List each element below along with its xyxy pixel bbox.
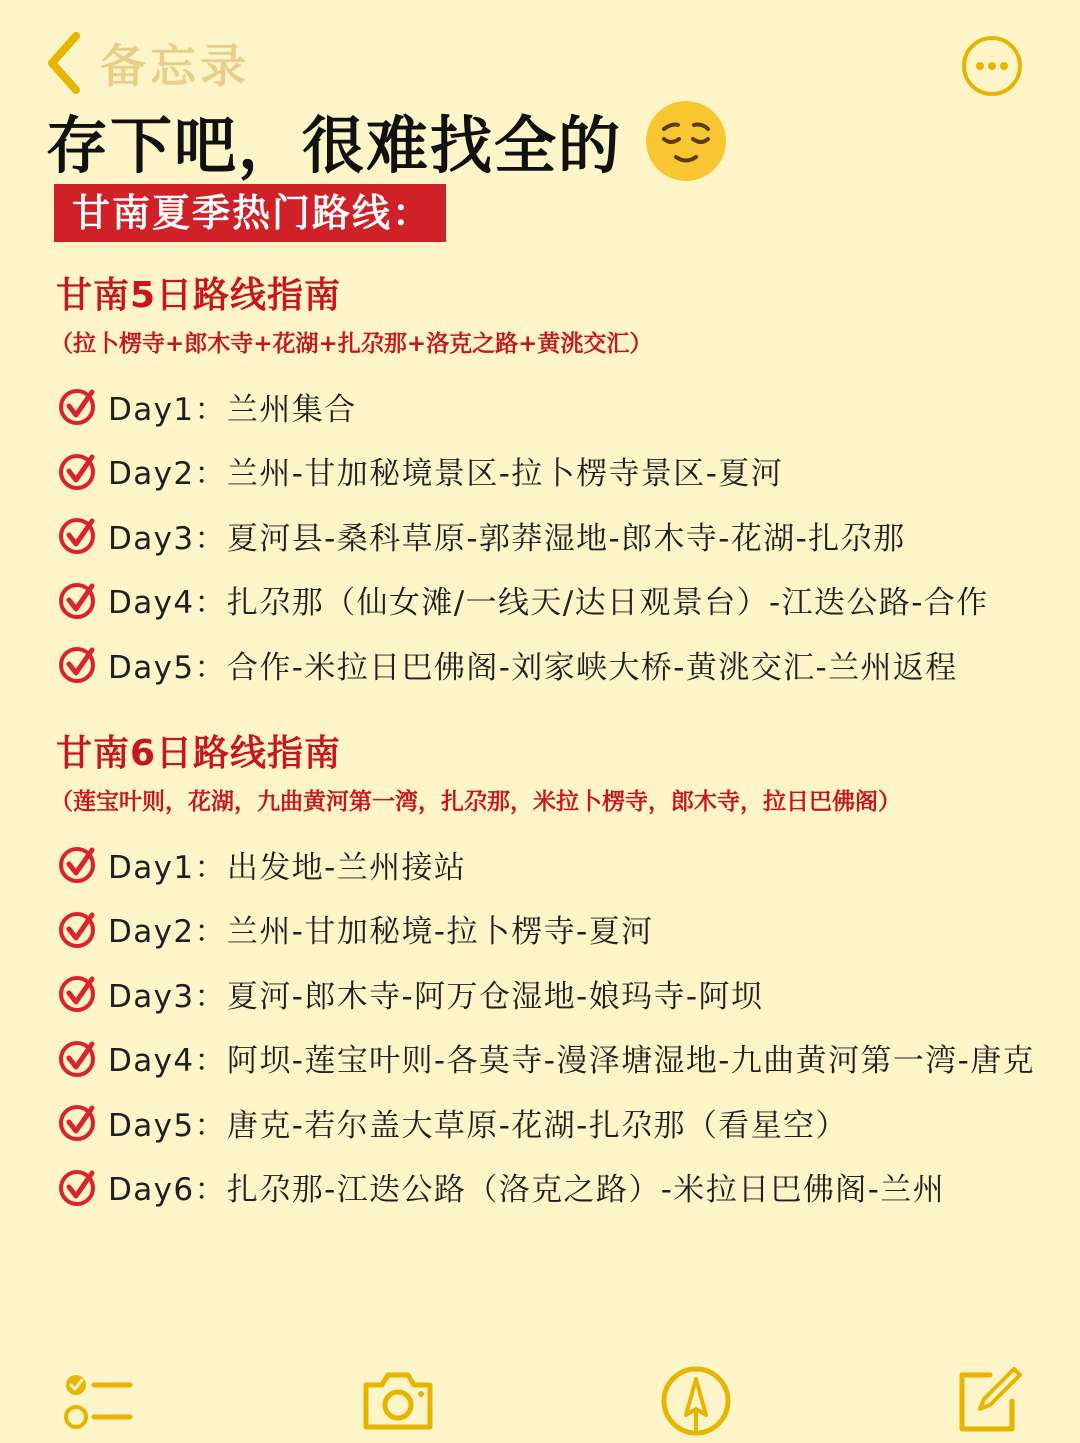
markup-button[interactable]: [658, 1363, 734, 1439]
section-title: 甘南5日路线指南: [56, 275, 342, 316]
day-text: Day4：扎尕那（仙女滩/一线天/达日观景台）-江迭公路-合作: [108, 585, 989, 622]
check-circle-icon: [58, 386, 98, 426]
bottom-toolbar: [0, 1345, 1080, 1443]
day-text: Day6：扎尕那-江迭公路（洛克之路）-米拉日巴佛阁-兰州: [108, 1172, 946, 1209]
day-item: [56, 897, 1066, 962]
section-subtitle: （莲宝叶则，花湖，九曲黄河第一湾，扎尕那，米拉卜楞寺，郎木寺，拉日巴佛阁）: [50, 789, 901, 815]
day-text: Day4：阿坝-莲宝叶则-各莫寺-漫泽塘湿地-九曲黄河第一湾-唐克: [108, 1043, 1036, 1080]
day-item: [56, 1155, 1066, 1220]
compose-icon: [950, 1363, 1026, 1439]
route-section-6-day: [50, 730, 1066, 1219]
day-item: [56, 374, 1066, 439]
check-circle-icon: [58, 580, 98, 620]
route-section-5-day: [50, 272, 1066, 697]
check-circle-icon: [58, 1038, 98, 1078]
day-item: [56, 632, 1066, 697]
day-item: [56, 503, 1066, 568]
section-title: 甘南6日路线指南: [56, 733, 342, 774]
note-title-row: [46, 96, 728, 185]
day-text: Day2：兰州-甘加秘境-拉卜楞寺-夏河: [108, 914, 654, 951]
camera-icon: [360, 1363, 436, 1439]
day-item: [56, 568, 1066, 633]
day-text: Day1：出发地-兰州接站: [108, 849, 467, 886]
day-text: Day5：合作-米拉日巴佛阁-刘家峡大桥-黄洮交汇-兰州返程: [108, 649, 958, 686]
day-text: Day2：兰州-甘加秘境景区-拉卜楞寺景区-夏河: [108, 456, 784, 493]
more-options-button[interactable]: [960, 34, 1024, 98]
chevron-left-icon: [44, 30, 84, 96]
top-navigation-bar: [0, 0, 1080, 110]
day-item: [56, 1090, 1066, 1155]
back-label: 备忘录: [100, 39, 250, 93]
checklist-icon: [60, 1363, 136, 1439]
day-text: Day1：兰州集合: [108, 391, 357, 428]
back-button[interactable]: [44, 30, 250, 96]
pen-markup-icon: [658, 1363, 734, 1439]
day-item: [56, 961, 1066, 1026]
check-circle-icon: [58, 844, 98, 884]
relieved-face-icon: [644, 99, 728, 183]
more-options-icon: [960, 34, 1024, 98]
check-circle-icon: [58, 1102, 98, 1142]
day-text: Day3：夏河县-桑科草原-郭莽湿地-郎木寺-花湖-扎尕那: [108, 520, 906, 557]
check-circle-icon: [58, 644, 98, 684]
check-circle-icon: [58, 973, 98, 1013]
day-list: [56, 374, 1066, 697]
day-text: Day3：夏河-郎木寺-阿万仓湿地-娘玛寺-阿坝: [108, 978, 764, 1015]
note-title: 存下吧，很难找全的: [46, 109, 623, 182]
check-circle-icon: [58, 1167, 98, 1207]
day-list: [56, 832, 1066, 1219]
day-item: [56, 832, 1066, 897]
section-banner: 甘南夏季热门路线：: [54, 184, 446, 242]
day-item: [56, 439, 1066, 504]
check-circle-icon: [58, 515, 98, 555]
section-subtitle: （拉卜楞寺+郎木寺+花湖+扎尕那+洛克之路+黄洮交汇）: [50, 331, 653, 357]
day-text: Day5：唐克-若尔盖大草原-花湖-扎尕那（看星空）: [108, 1107, 848, 1144]
camera-button[interactable]: [360, 1363, 436, 1439]
check-circle-icon: [58, 909, 98, 949]
checklist-button[interactable]: [60, 1363, 136, 1439]
day-item: [56, 1026, 1066, 1091]
check-circle-icon: [58, 451, 98, 491]
compose-button[interactable]: [950, 1363, 1026, 1439]
